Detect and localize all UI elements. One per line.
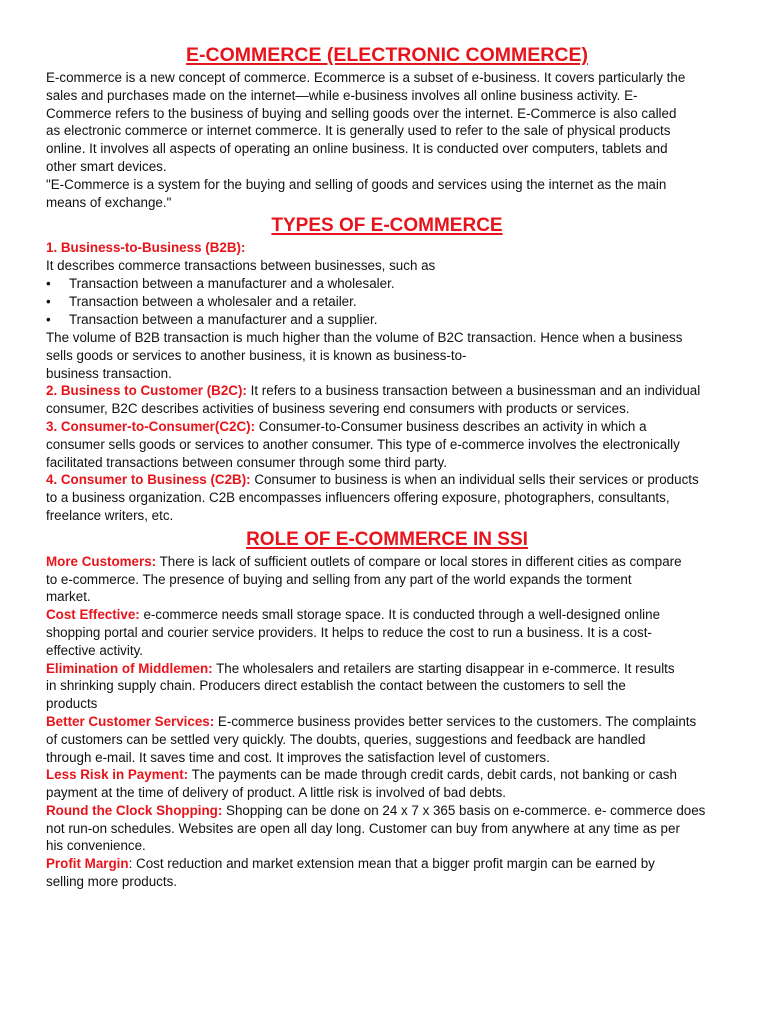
bullet-icon: • xyxy=(46,311,51,327)
role-item-label: Elimination of Middlemen: xyxy=(46,660,213,676)
role-item-label: Better Customer Services: xyxy=(46,713,215,729)
text-line: The payments can be made through credit cards, debit cards, not banking or cash xyxy=(188,767,677,783)
bullet-icon: • xyxy=(46,293,51,309)
text-line: not run-on schedules. Websites are open all day long. Customer can buy from anywhere at any time as per xyxy=(46,820,680,836)
b2b-volume-paragraph xyxy=(46,329,728,382)
intro-line: sales and purchases made on the internet—while e-business involves all online business activity. E- xyxy=(46,87,638,103)
b2b-label: 1. Business-to-Business (B2B): xyxy=(46,240,246,256)
intro-line: E-commerce is a new concept of commerce. Ecommerce is a subset of e-business. It covers particularly the xyxy=(46,70,686,85)
text-line: It refers to a business transaction between a businessman and an individual xyxy=(246,383,701,399)
text-line: business transaction. xyxy=(46,365,172,381)
role-item-label: Round the Clock Shopping: xyxy=(46,802,223,818)
text-line: There is lack of sufficient outlets of compare or local stores in different cities as compare xyxy=(156,553,682,569)
role-heading: ROLE OF E-COMMERCE IN SSI xyxy=(246,528,528,550)
intro-line: Commerce refers to the business of buying and selling goods over the internet. E-Commerce is also called xyxy=(46,105,677,121)
text-line: shopping portal and courier service providers. It helps to reduce the cost to run a business. It is a cost- xyxy=(46,624,652,640)
list-item xyxy=(46,311,728,329)
role-item-cost-effective xyxy=(46,606,728,659)
text-line: to e-commerce. The presence of buying and selling from any part of the world expands the torment xyxy=(46,571,632,587)
b2b-label-line xyxy=(46,239,728,257)
role-item-more-customers xyxy=(46,553,728,606)
text-line: : Cost reduction and market extension mean that a bigger profit margin can be earned by xyxy=(128,856,655,872)
c2b-paragraph xyxy=(46,471,728,524)
b2c-paragraph xyxy=(46,382,728,418)
b2b-bullet-list xyxy=(46,275,728,329)
text-line: Consumer to business is when an individual sells their services or products xyxy=(250,472,699,488)
text-line: effective activity. xyxy=(46,642,143,658)
text-line: in shrinking supply chain. Producers direct establish the contact between the customers to sell the xyxy=(46,678,626,694)
text-line: e-commerce needs small storage space. It is conducted through a well-designed online xyxy=(139,607,661,623)
text-line: products xyxy=(46,696,98,712)
role-item-profit-margin xyxy=(46,855,728,891)
list-item-text: Transaction between a manufacturer and a supplier. xyxy=(69,311,378,327)
list-item-text: Transaction between a manufacturer and a wholesaler. xyxy=(69,275,395,291)
text-line: payment at the time of delivery of product. A little risk is involved of bad debts. xyxy=(46,785,506,801)
text-line: Consumer-to-Consumer business describes an activity in which a xyxy=(255,418,647,434)
b2b-description: It describes commerce transactions between businesses, such as xyxy=(46,258,436,274)
role-item-label: Cost Effective: xyxy=(46,607,140,623)
intro-line: as electronic commerce or internet commerce. It is generally used to refer to the sale of physical products xyxy=(46,123,671,139)
intro-paragraph xyxy=(46,69,728,176)
b2c-label: 2. Business to Customer (B2C): xyxy=(46,383,247,399)
c2c-paragraph xyxy=(46,418,728,471)
role-item-less-risk-in-payment xyxy=(46,766,728,802)
text-line: Shopping can be done on 24 x 7 x 365 basis on e-commerce. e- commerce does xyxy=(222,802,706,818)
text-line: The volume of B2B transaction is much higher than the volume of B2C transaction. Hence when a business xyxy=(46,329,683,345)
role-item-label: Profit Margin xyxy=(46,856,129,872)
text-line: facilitated transactions between consumer through some third party. xyxy=(46,454,447,470)
text-line: consumer sells goods or services to another consumer. This type of e-commerce involves the electronically xyxy=(46,436,680,452)
intro-line: other smart devices. xyxy=(46,158,167,174)
c2c-label: 3. Consumer-to-Consumer(C2C): xyxy=(46,418,256,434)
text-line: sells goods or services to another business, it is known as business-to- xyxy=(46,347,467,363)
role-item-elimination-of-middlemen xyxy=(46,660,728,713)
bullet-icon: • xyxy=(46,275,51,291)
role-item-round-the-clock-shopping xyxy=(46,802,728,855)
text-line: freelance writers, etc. xyxy=(46,507,174,523)
quote-line: "E-Commerce is a system for the buying and selling of goods and services using the internet as the main xyxy=(46,176,667,192)
text-line: market. xyxy=(46,589,91,605)
list-item xyxy=(46,293,728,311)
role-item-label: Less Risk in Payment: xyxy=(46,767,189,783)
list-item-text: Transaction between a wholesaler and a retailer. xyxy=(69,293,357,309)
role-item-better-customer-services xyxy=(46,713,728,766)
c2b-label: 4. Consumer to Business (C2B): xyxy=(46,472,251,488)
text-line: E-commerce business provides better services to the customers. The complaints xyxy=(214,713,697,729)
text-line: selling more products. xyxy=(46,874,177,890)
text-line: consumer, B2C describes activities of business severing end consumers with products or services. xyxy=(46,401,630,417)
text-line: through e-mail. It saves time and cost. It improves the satisfaction level of customers. xyxy=(46,749,550,765)
role-section xyxy=(46,553,728,891)
text-line: The wholesalers and retailers are starting disappear in e-commerce. It results xyxy=(212,660,675,676)
text-line: his convenience. xyxy=(46,838,146,854)
types-heading: TYPES OF E-COMMERCE xyxy=(271,215,503,237)
intro-section xyxy=(46,69,728,211)
list-item xyxy=(46,275,728,293)
role-item-label: More Customers: xyxy=(46,553,157,569)
text-line: to a business organization. C2B encompasses influencers offering exposure, photographers, consultants, xyxy=(46,490,670,506)
document-title: E-COMMERCE (ELECTRONIC COMMERCE) xyxy=(186,44,588,66)
types-section xyxy=(46,239,728,524)
intro-line: online. It involves all aspects of operating an online business. It is conducted over computers, tablets and xyxy=(46,141,668,157)
quote-line: means of exchange." xyxy=(46,194,172,210)
text-line: of customers can be settled very quickly. The doubts, queries, suggestions and feedback are handled xyxy=(46,731,646,747)
definition-quote xyxy=(46,176,728,212)
